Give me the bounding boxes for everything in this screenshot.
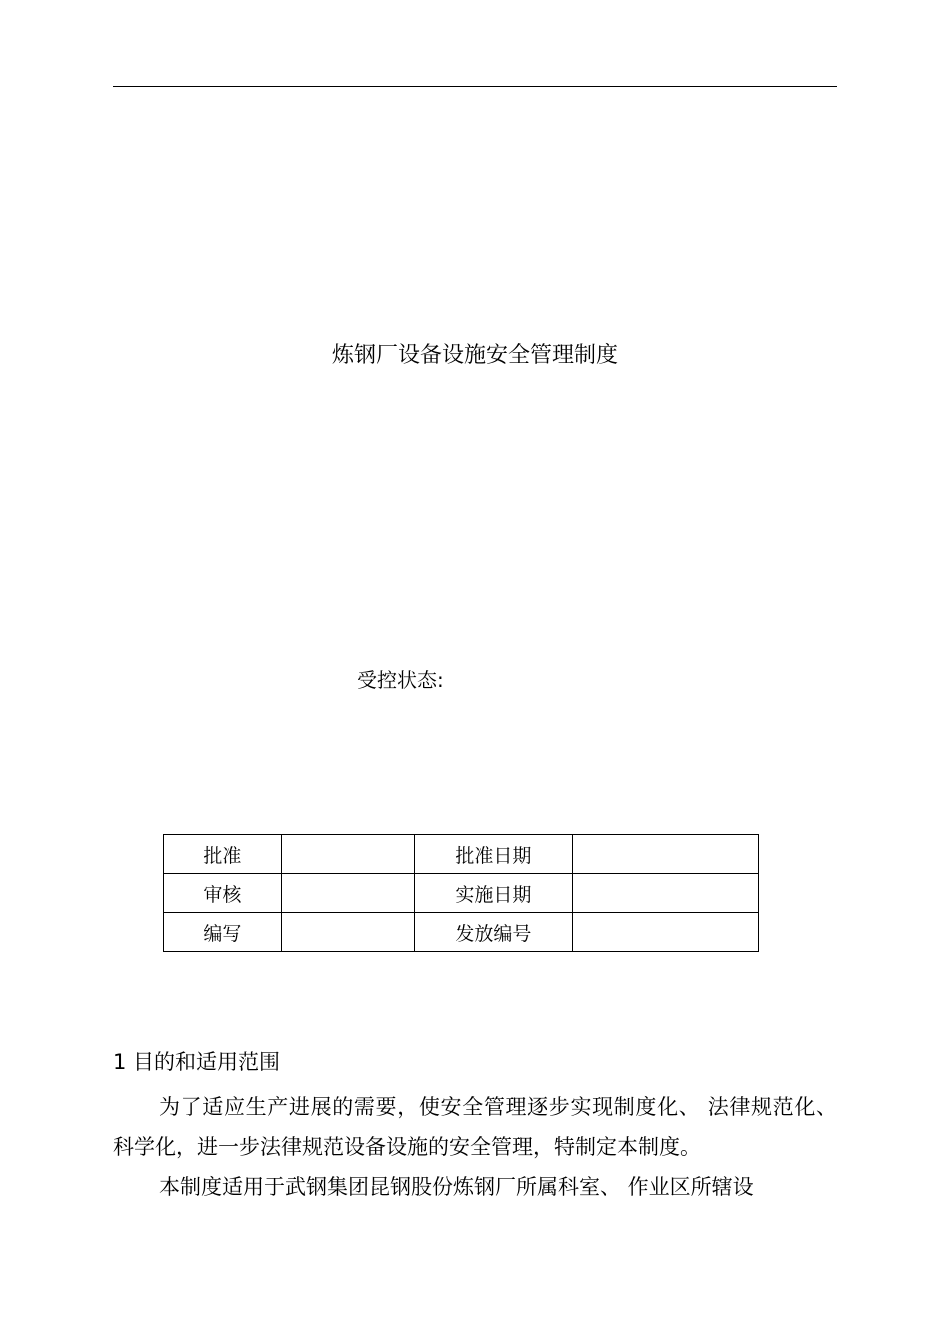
implementation-date-label: 实施日期 bbox=[414, 874, 573, 913]
distribution-number-value bbox=[573, 913, 759, 952]
approval-date-label: 批准日期 bbox=[414, 835, 573, 874]
approval-date-value bbox=[573, 835, 759, 874]
header-rule bbox=[113, 86, 837, 87]
approval-value bbox=[281, 835, 414, 874]
body-paragraph: 为了适应生产进展的需要，使安全管理逐步实现制度化、 法律规范化、 科学化，进一步法律规范设备设施的安全管理，特制定本制度。 bbox=[113, 1095, 837, 1159]
distribution-number-label: 发放编号 bbox=[414, 913, 573, 952]
approval-label: 批准 bbox=[164, 835, 282, 874]
review-value bbox=[281, 874, 414, 913]
table-row bbox=[164, 913, 759, 952]
review-label: 审核 bbox=[164, 874, 282, 913]
implementation-date-value bbox=[573, 874, 759, 913]
author-value bbox=[281, 913, 414, 952]
table-row bbox=[164, 835, 759, 874]
section-heading: 1 目的和适用范围 bbox=[113, 1050, 281, 1074]
body-paragraph: 本制度适用于武钢集团昆钢股份炼钢厂所属科室、 作业区所辖设 bbox=[159, 1175, 754, 1199]
approval-table bbox=[163, 834, 759, 952]
document-title: 炼钢厂设备设施安全管理制度 bbox=[331, 343, 618, 368]
control-status-label: 受控状态: bbox=[357, 668, 444, 692]
table-row bbox=[164, 874, 759, 913]
author-label: 编写 bbox=[164, 913, 282, 952]
